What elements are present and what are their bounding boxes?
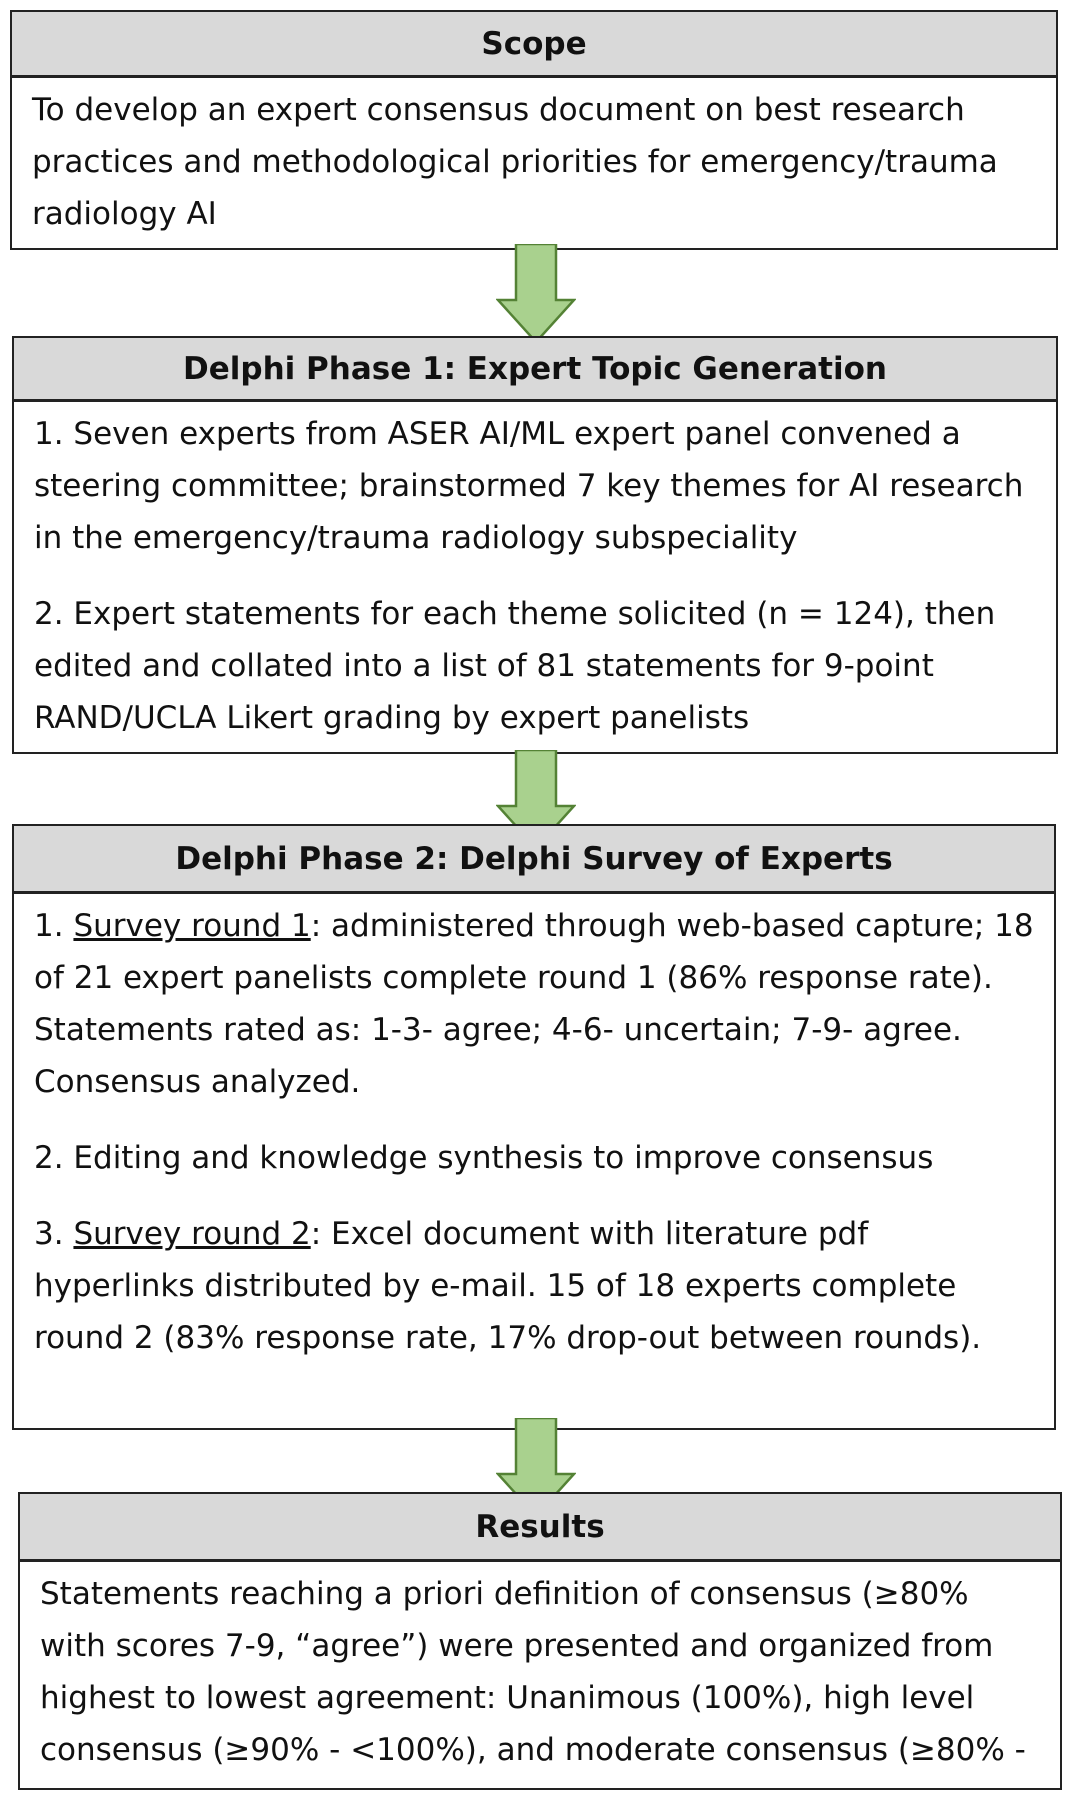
phase1-body [14,402,1056,744]
phase1-item-2: 2. Expert statements for each theme solicited (n = 124), then edited and collated into a list of 81 statements for 9-point RAND/UCLA Likert grading by expert panelists [34,596,996,736]
phase2-item-3-prefix: 3. [34,1216,74,1252]
survey-round-1-label: Survey round 1 [73,908,311,944]
phase2-body [14,894,1054,1364]
phase2-item-1-text: : administered through web-based capture; 18 of 21 expert panelists complete round 1 (86% response rate). Statements rated as: 1-3- agree; 4-6- uncertain; 7-9- agree. Consensus analyzed. [34,908,1034,1100]
phase2-item-1-prefix: 1. [34,908,74,944]
scope-box [10,10,1058,250]
flow-arrow-1 [496,244,576,344]
scope-body [12,78,1056,240]
results-text: Statements reaching a priori definition of consensus (≥80% with scores 7-9, “agree”) were presented and organized from highest to lowest agreement: Unanimous (100%), high level consensus (≥90% - <100%), and moderate consensus (≥80% - [40,1576,1026,1768]
scope-title: Scope [12,12,1056,78]
phase1-box [12,336,1058,754]
phase2-item-2: 2. Editing and knowledge synthesis to improve consensus [34,1140,934,1176]
results-box [18,1492,1062,1790]
phase1-title: Delphi Phase 1: Expert Topic Generation [14,338,1056,402]
phase2-title: Delphi Phase 2: Delphi Survey of Experts [14,826,1054,894]
phase2-item-3-text: : Excel document with literature pdf hyperlinks distributed by e-mail. 15 of 18 experts complete round 2 (83% response rate, 17% drop-out between rounds). [34,1216,982,1356]
phase2-item-1 [34,900,1034,1108]
results-body [20,1562,1060,1776]
phase2-item-3 [34,1208,1034,1364]
phase1-item-1: 1. Seven experts from ASER AI/ML expert panel convened a steering committee; brainstormed 7 key themes for AI research in the emergency/trauma radiology subspeciality [34,416,1024,556]
phase2-box [12,824,1056,1430]
survey-round-2-label: Survey round 2 [73,1216,311,1252]
results-title: Results [20,1494,1060,1562]
scope-text: To develop an expert consensus document on best research practices and methodological priorities for emergency/trauma radiology AI [32,92,998,232]
